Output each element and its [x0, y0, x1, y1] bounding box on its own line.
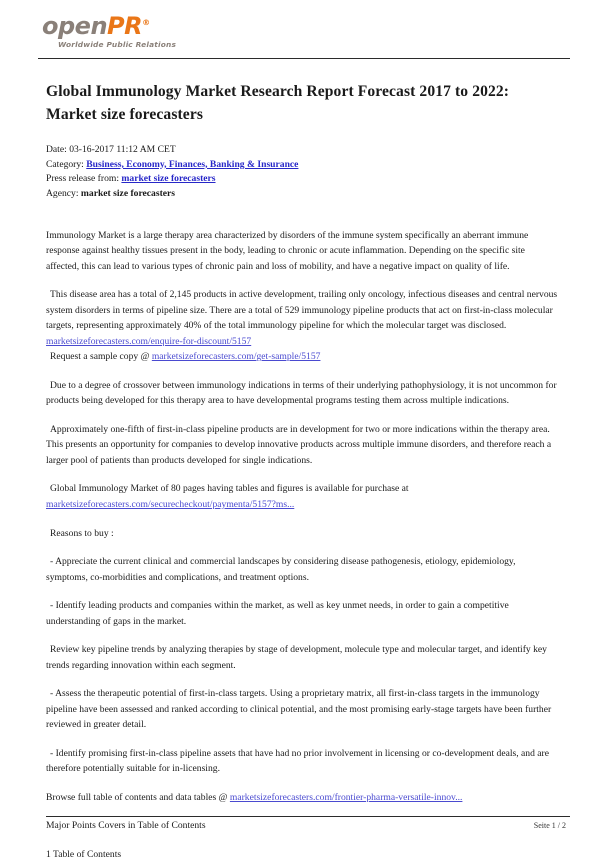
bullet-identify-in-licensing: - Identify promising first-in-class pipeline assets that have had no prior involvement in licensing or co-development deals, and are therefore potentially suitable for in-licensing.	[46, 747, 550, 775]
paragraph-crossover: Due to a degree of crossover between immunology indications in terms of their underlying pathophysiology, it is not uncommon for products being developed for this therapy area to have developmental programs testing them across multiple indications.	[46, 379, 557, 407]
bullet-identify-leading-products: - Identify leading products and companies within the market, as well as key unmet needs, in order to gain a competitive understanding of gaps in the market.	[46, 600, 509, 627]
meta-date	[46, 143, 558, 158]
meta-category-label: Category:	[46, 158, 84, 170]
meta-date-value: 03-16-2017 11:12 AM CET	[69, 144, 176, 156]
page-header	[0, 0, 600, 52]
paragraph-sample-copy	[46, 349, 558, 365]
article-body	[46, 228, 558, 862]
meta-agency	[46, 187, 558, 202]
article-metadata	[46, 143, 558, 201]
request-sample-text: Request a sample copy @	[50, 351, 150, 363]
paragraph-one-fifth: Approximately one-fifth of first-in-class pipeline products are in development for two or more indications within the therapy area. This presents an opportunity for companies to develop innovative products across multiple immune disorders, and therefore reach a larger pool of patients than products developed for single indications.	[46, 423, 552, 466]
paragraph-browse-toc	[46, 790, 558, 806]
paragraph-pipeline	[46, 287, 558, 349]
press-release-source-link[interactable]: market size forecasters	[121, 173, 216, 185]
meta-agency-value: market size forecasters	[80, 187, 176, 199]
paragraph-table-of-contents: 1 Table of Contents	[46, 848, 122, 860]
reasons-to-buy-heading: Reasons to buy :	[50, 527, 114, 539]
meta-date-label: Date:	[46, 144, 67, 156]
browse-toc-text: Browse full table of contents and data tables @	[46, 791, 228, 803]
logo-pr-text: PR	[107, 12, 143, 40]
page-number: Seite 1 / 2	[533, 821, 566, 830]
openpr-logo[interactable]	[42, 14, 176, 48]
header-divider	[38, 58, 570, 59]
category-link[interactable]: Business, Economy, Finances, Banking & Insurance	[86, 158, 299, 170]
paragraph-intro: Immunology Market is a large therapy area characterized by disorders of the immune system specifically an aberrant immune response against healthy tissues present in the body, leading to chronic or acute inflammation. Depending on the specific site affected, this can lead to various types of chronic pain and loss of mobility, and have a negative impact on quality of life.	[46, 229, 529, 272]
page-footer	[46, 816, 570, 830]
paragraph-major-points: Major Points Covers in Table of Contents	[46, 820, 206, 832]
frontier-pharma-link[interactable]: marketsizeforecasters.com/frontier-pharma-versatile-innov...	[229, 791, 463, 803]
purchase-text: Global Immunology Market of 80 pages having tables and figures is available for purchase at	[50, 483, 409, 495]
paragraph-purchase	[46, 481, 558, 512]
securecheckout-link[interactable]: marketsizeforecasters.com/securecheckout/paymenta/5157?ms...	[46, 498, 295, 510]
paragraph-pipeline-text: This disease area has a total of 2,145 products in active development, trailing only oncology, infectious diseases and central nervous system disorders in terms of pipeline size. There are a total of 529 immunology pipeline products that act on first-in-class molecular targets, representing approximately 40% of the total immunology pipeline for which the molecular target was disclosed.	[46, 289, 558, 332]
logo-wordmark	[42, 14, 176, 38]
footer-divider	[46, 816, 570, 817]
bullet-appreciate-landscapes: - Appreciate the current clinical and commercial landscapes by considering disease pathogenesis, etiology, epidemiology, symptoms, co-morbidities and complications, and treatment options.	[46, 556, 516, 583]
bullet-assess-therapeutic-potential: - Assess the therapeutic potential of first-in-class targets. Using a proprietary matrix, all first-in-class targets in the immunology pipeline have been assessed and ranked according to clinical potential, and the most promising early-stage targets have been further reviewed in greater detail.	[46, 688, 552, 731]
meta-category	[46, 158, 558, 173]
page-title: Global Immunology Market Research Report Forecast 2017 to 2022: Market size forecasters	[46, 83, 510, 123]
logo-open-text: open	[42, 12, 108, 40]
bullet-review-pipeline-trends: Review key pipeline trends by analyzing therapies by stage of development, molecule type and molecular target, and identify key trends regarding innovation within each segment.	[46, 644, 547, 671]
article-content	[0, 81, 600, 862]
get-sample-link[interactable]: marketsizeforecasters.com/get-sample/5157	[151, 351, 321, 363]
meta-press-release-label: Press release from:	[46, 173, 119, 185]
enquire-for-discount-link[interactable]: marketsizeforecasters.com/enquire-for-discount/5157	[46, 335, 252, 347]
logo-tagline: Worldwide Public Relations	[58, 40, 177, 49]
meta-press-release	[46, 172, 558, 187]
registered-mark-icon: ®	[142, 18, 150, 27]
meta-agency-label: Agency:	[46, 187, 79, 199]
